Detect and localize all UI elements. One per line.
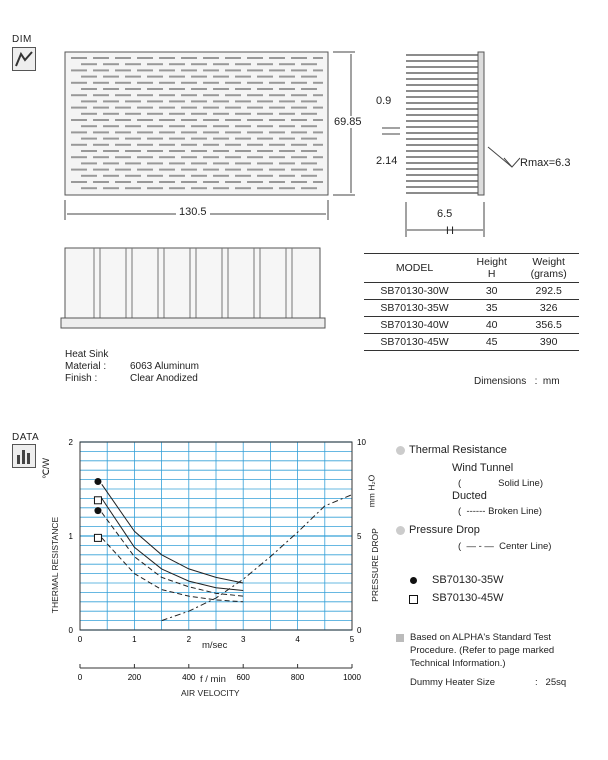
height-cell: 40 [465,317,518,334]
model-table [364,253,579,351]
dim-section-label: DIM [12,34,32,45]
series-marker [94,478,101,485]
y-axis-left-unit: ℃/W [41,457,52,480]
units-note: Dimensions : mm [474,376,560,387]
thermal-chart [40,432,390,702]
table-row [364,300,579,317]
series-marker [94,497,101,504]
bar-chart-icon [12,444,36,468]
x-tick-ms: 1 [132,635,137,644]
open-square-icon [409,595,418,604]
x-tick-fmin: 600 [236,673,250,682]
table-header: MODEL [364,254,465,283]
model-cell: SB70130-45W [364,334,465,351]
heater-value: : 25sq [535,677,567,688]
legend-ducted: Ducted [452,490,487,502]
material-key: Material : [65,361,107,372]
note-line-2: Procedure. (Refer to page marked [410,645,555,656]
finish-value: Clear Anodized [130,373,198,384]
height-cell: 45 [465,334,518,351]
y-tick-left: 0 [68,626,73,635]
legend-model-35: SB70130-35W [432,574,504,586]
legend-solid: ( Solid Line) [458,478,544,489]
x-tick-ms: 3 [240,635,246,644]
legend-center: ( — - — Center Line) [458,541,552,552]
y-tick-right: 5 [357,532,362,541]
y-tick-left: 2 [68,438,73,447]
y-tick-right: 10 [357,438,366,447]
x-tick-fmin: 1000 [343,673,361,682]
filled-circle-icon [410,577,417,584]
series-line [102,484,243,583]
data-section-label: DATA [12,432,40,443]
fin-thickness-dimension: 0.9 [376,95,392,107]
x-axis-ms-label: m/sec [202,640,228,651]
legend-model-45: SB70130-45W [432,592,504,604]
weight-cell: 390 [518,334,579,351]
spec-title: Heat Sink [65,349,109,360]
legend-thermal: Thermal Resistance [409,444,507,456]
x-axis-fmin-label: f / min [200,674,226,685]
y-tick-right: 0 [357,626,362,635]
model-cell: SB70130-40W [364,317,465,334]
base-dimension: 6.5 [437,208,453,220]
x-tick-ms: 0 [77,635,83,644]
top-view-drawing [55,42,355,227]
legend-broken: ( ------ Broken Line) [458,506,542,517]
x-tick-fmin: 800 [290,673,305,682]
height-cell: 35 [465,300,518,317]
model-cell: SB70130-35W [364,300,465,317]
width-dimension: 130.5 [176,206,210,218]
heater-key: Dummy Heater Size [410,677,495,688]
x-tick-ms: 5 [349,635,355,644]
series-line [102,513,243,597]
model-cell: SB70130-30W [364,283,465,300]
weight-cell: 356.5 [518,317,579,334]
table-header: Height H [465,254,518,283]
table-row [364,334,579,351]
table-row [364,317,579,334]
x-tick-ms: 2 [186,635,192,644]
y-axis-right-unit: mm H₂O [366,474,377,508]
fin-gap-dimension: 2.14 [376,155,398,167]
roughness-label: Rmax=6.3 [520,157,571,169]
height-cell: 30 [465,283,518,300]
x-tick-ms: 4 [295,635,300,644]
series-marker [94,534,101,541]
note-line-3: Technical Information.) [410,658,506,669]
legend-wind-tunnel: Wind Tunnel [452,462,514,474]
x-axis-title: AIR VELOCITY [181,688,240,698]
dimension-icon [12,47,36,71]
legend-pressure: Pressure Drop [409,524,480,536]
bullet-icon [396,526,405,535]
note-square-icon [396,634,404,642]
series-line [102,498,243,590]
x-tick-fmin: 400 [182,673,196,682]
height-dimension: 69.85 [334,116,362,128]
front-view-drawing [60,245,330,330]
weight-cell: 292.5 [518,283,579,300]
x-tick-fmin: 0 [77,673,83,682]
y-axis-right-title: PRESSURE DROP [370,528,380,602]
series-marker [94,507,101,514]
weight-cell: 326 [518,300,579,317]
finish-key: Finish : [65,373,98,384]
y-tick-left: 1 [68,532,73,541]
h-dimension: H [446,225,454,237]
material-value: 6063 Aluminum [130,361,199,372]
y-axis-left-title: THERMAL RESISTANCE [50,516,60,614]
note-line-1: Based on ALPHA's Standard Test [410,632,552,643]
bullet-icon [396,446,405,455]
table-row [364,283,579,300]
table-header: Weight (grams) [518,254,579,283]
x-tick-fmin: 200 [127,673,142,682]
